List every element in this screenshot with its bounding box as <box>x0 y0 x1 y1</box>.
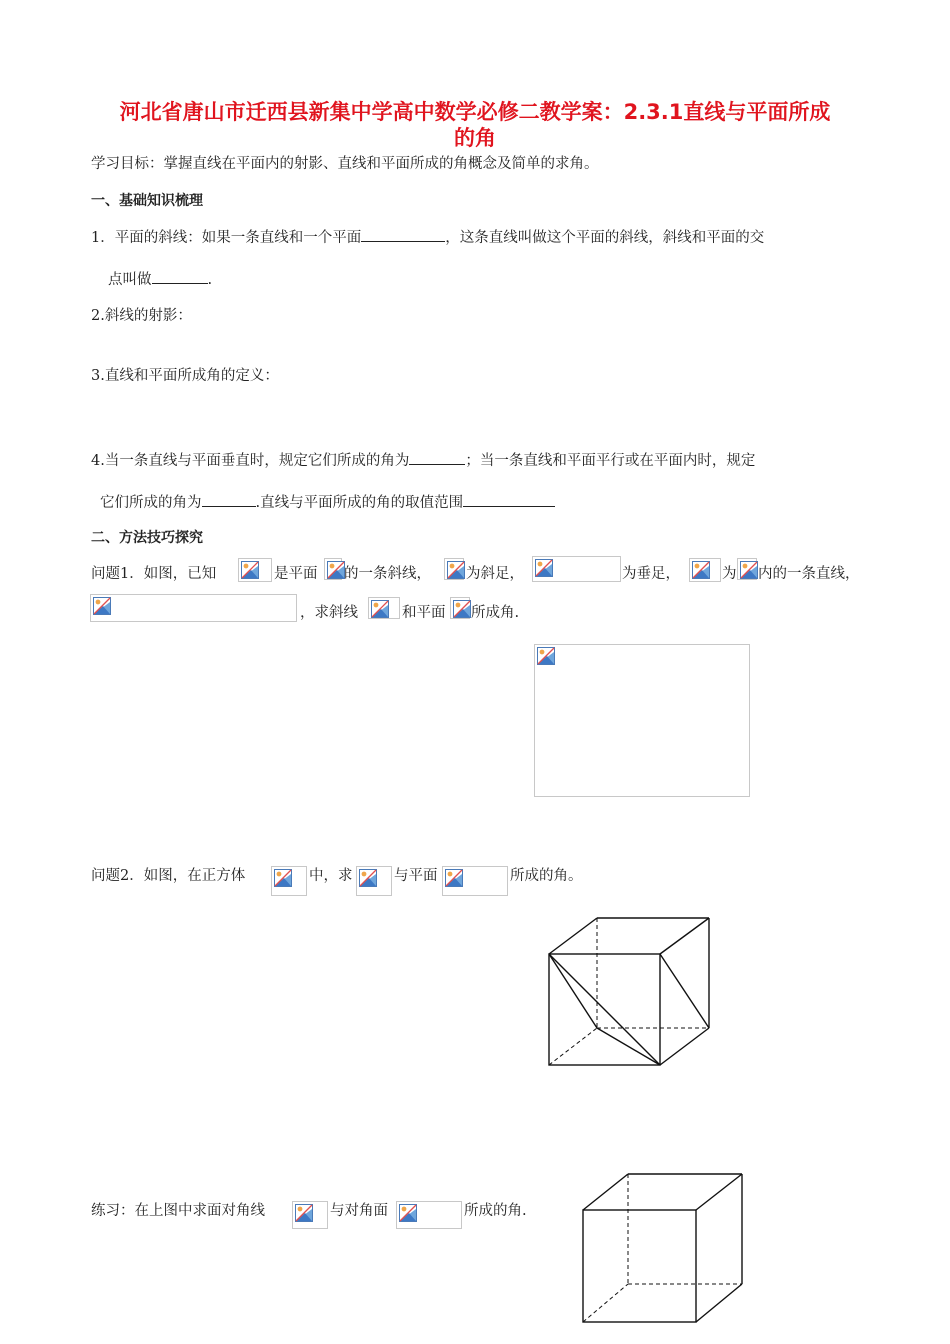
blank-field[interactable] <box>463 492 555 507</box>
item4-text-a: 4.当一条直线与平面垂直时，规定它们所成的角为 <box>91 453 410 469</box>
q1-text-f: 为 <box>722 566 737 582</box>
item4-text-c: 它们所成的角为 <box>100 495 202 511</box>
q1-text-j: 所成角. <box>471 605 520 621</box>
formula-image <box>271 866 307 896</box>
q2-text-c: 与平面 <box>394 868 438 884</box>
q2-text-a: 问题2．如图，在正方体 <box>91 868 246 884</box>
image-placeholder-icon <box>537 647 555 669</box>
image-placeholder-icon <box>295 1204 313 1226</box>
image-placeholder-icon <box>399 1204 417 1226</box>
formula-image <box>444 558 464 580</box>
item4-text-b: ；当一条直线和平面平行或在平面内时，规定 <box>465 453 756 469</box>
image-placeholder-icon <box>327 561 345 583</box>
image-placeholder-icon <box>93 597 111 619</box>
item1-text-b: ，这条直线叫做这个平面的斜线，斜线和平面的交 <box>445 230 765 246</box>
formula-image <box>450 597 470 619</box>
formula-image <box>368 597 400 619</box>
blank-field[interactable] <box>361 227 445 242</box>
exercise-text-a: 练习：在上图中求面对角线 <box>91 1203 265 1219</box>
cube-figure <box>578 1168 750 1328</box>
cube-figure-with-diagonals <box>545 910 715 1070</box>
section1-heading: 一、基础知识梳理 <box>91 193 203 209</box>
blank-field[interactable] <box>152 269 208 284</box>
image-placeholder-icon <box>359 869 377 891</box>
item4-line1 <box>91 449 755 470</box>
formula-image <box>396 1201 462 1229</box>
image-placeholder-icon <box>740 561 758 583</box>
problem1-figure <box>534 644 750 797</box>
item3-line: 3.直线和平面所成角的定义： <box>91 368 279 384</box>
exercise-text-b: 与对角面 <box>330 1203 388 1219</box>
q1-text-b: 是平面 <box>274 566 318 582</box>
item1-line2 <box>108 268 212 289</box>
blank-field[interactable] <box>409 450 465 465</box>
q1-text-i: 和平面 <box>402 605 446 621</box>
item2-line: 2.斜线的射影： <box>91 308 192 324</box>
image-placeholder-icon <box>447 561 465 583</box>
document-title-line2: 的角 <box>454 126 496 150</box>
formula-image <box>324 558 342 580</box>
item4-line2 <box>100 491 555 512</box>
formula-image <box>737 558 757 580</box>
image-placeholder-icon <box>453 600 471 622</box>
q1-text-c: 的一条斜线， <box>344 566 431 582</box>
formula-image <box>238 558 272 582</box>
image-placeholder-icon <box>274 869 292 891</box>
formula-image <box>90 594 297 622</box>
item1-period: . <box>207 272 213 288</box>
learning-objective: 学习目标：掌握直线在平面内的射影、直线和平面所成的角概念及简单的求角。 <box>91 156 599 172</box>
q1-text-e: 为垂足， <box>622 566 680 582</box>
formula-image <box>689 558 721 582</box>
image-placeholder-icon <box>535 559 553 581</box>
item4-text-d: .直线与平面所成的角的取值范围 <box>255 495 464 511</box>
section2-heading: 二、方法技巧探究 <box>91 530 203 546</box>
image-placeholder-icon <box>692 561 710 583</box>
q2-text-d: 所成的角。 <box>510 868 583 884</box>
formula-image <box>442 866 508 896</box>
image-placeholder-icon <box>371 600 389 622</box>
image-placeholder-icon <box>241 561 259 583</box>
formula-image <box>356 866 392 896</box>
blank-field[interactable] <box>202 492 256 507</box>
formula-image <box>532 556 621 582</box>
q1-text-h: ，求斜线 <box>300 605 358 621</box>
item1-line1 <box>91 226 764 247</box>
image-placeholder-icon <box>445 869 463 891</box>
q2-text-b: 中，求 <box>309 868 353 884</box>
exercise-text-c: 所成的角. <box>464 1203 527 1219</box>
q1-text-d: 为斜足， <box>466 566 524 582</box>
item1-text-a: 1．平面的斜线：如果一条直线和一个平面 <box>91 230 362 246</box>
formula-image <box>292 1201 328 1229</box>
q1-text-a: 问题1．如图，已知 <box>91 566 217 582</box>
q1-text-g: 内的一条直线， <box>758 566 860 582</box>
item1-text-c: 点叫做 <box>108 272 152 288</box>
document-title-line1: 河北省唐山市迁西县新集中学高中数学必修二教学案：2.3.1直线与平面所成 <box>119 100 831 124</box>
